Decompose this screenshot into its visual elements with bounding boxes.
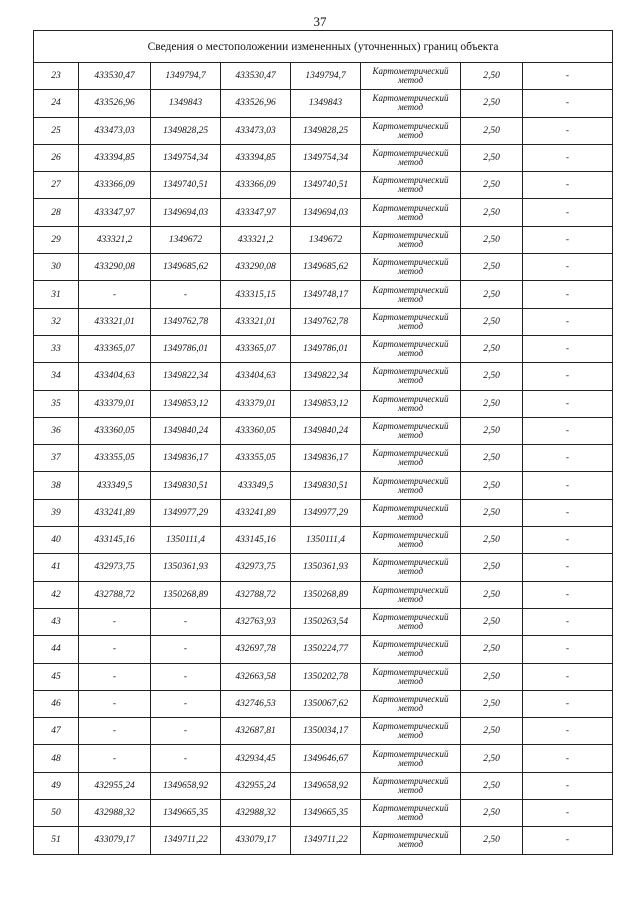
- cell-old-y: -: [151, 745, 221, 772]
- cell-old-y: 1349665,35: [151, 800, 221, 827]
- cell-new-y: 1349840,24: [291, 417, 361, 444]
- cell-new-y: 1349646,67: [291, 745, 361, 772]
- cell-accuracy: 2,50: [461, 554, 523, 581]
- cell-new-y: 1349685,62: [291, 254, 361, 281]
- cell-method: Картометрический метод: [361, 690, 461, 717]
- table-row: [34, 827, 613, 854]
- cell-description: -: [523, 390, 613, 417]
- table-row: [34, 663, 613, 690]
- table-row: [34, 581, 613, 608]
- cell-description: -: [523, 608, 613, 635]
- cell-method: Картометрический метод: [361, 636, 461, 663]
- cell-accuracy: 2,50: [461, 663, 523, 690]
- cell-method: Картометрический метод: [361, 800, 461, 827]
- cell-old-x: 433145,16: [79, 527, 151, 554]
- table-row: [34, 281, 613, 308]
- cell-method: Картометрический метод: [361, 199, 461, 226]
- cell-point-number: 34: [34, 363, 79, 390]
- cell-point-number: 39: [34, 499, 79, 526]
- cell-old-x: -: [79, 745, 151, 772]
- cell-old-y: 1349822,34: [151, 363, 221, 390]
- cell-old-y: 1349740,51: [151, 172, 221, 199]
- cell-accuracy: 2,50: [461, 308, 523, 335]
- cell-new-x: 433366,09: [221, 172, 291, 199]
- cell-point-number: 31: [34, 281, 79, 308]
- cell-new-x: 433145,16: [221, 527, 291, 554]
- cell-accuracy: 2,50: [461, 690, 523, 717]
- cell-description: -: [523, 417, 613, 444]
- cell-accuracy: 2,50: [461, 172, 523, 199]
- cell-description: -: [523, 308, 613, 335]
- table-row: [34, 636, 613, 663]
- cell-point-number: 37: [34, 445, 79, 472]
- cell-accuracy: 2,50: [461, 254, 523, 281]
- cell-old-x: 433355,05: [79, 445, 151, 472]
- cell-point-number: 42: [34, 581, 79, 608]
- cell-new-y: 1349843: [291, 90, 361, 117]
- table-row: [34, 554, 613, 581]
- cell-old-x: 433473,03: [79, 117, 151, 144]
- cell-method: Картометрический метод: [361, 608, 461, 635]
- cell-description: -: [523, 117, 613, 144]
- cell-new-x: 433360,05: [221, 417, 291, 444]
- cell-accuracy: 2,50: [461, 417, 523, 444]
- cell-old-y: 1349711,22: [151, 827, 221, 854]
- cell-accuracy: 2,50: [461, 499, 523, 526]
- cell-description: -: [523, 690, 613, 717]
- cell-point-number: 25: [34, 117, 79, 144]
- cell-old-y: 1349977,29: [151, 499, 221, 526]
- cell-old-y: 1349794,7: [151, 63, 221, 90]
- cell-old-x: -: [79, 636, 151, 663]
- cell-description: -: [523, 90, 613, 117]
- cell-new-y: 1350202,78: [291, 663, 361, 690]
- cell-point-number: 26: [34, 144, 79, 171]
- cell-old-y: 1349836,17: [151, 445, 221, 472]
- cell-new-y: 1350268,89: [291, 581, 361, 608]
- table-row: [34, 499, 613, 526]
- table-row: [34, 745, 613, 772]
- cell-old-y: 1350361,93: [151, 554, 221, 581]
- cell-method: Картометрический метод: [361, 745, 461, 772]
- cell-accuracy: 2,50: [461, 199, 523, 226]
- cell-point-number: 40: [34, 527, 79, 554]
- cell-description: -: [523, 226, 613, 253]
- cell-accuracy: 2,50: [461, 117, 523, 144]
- cell-accuracy: 2,50: [461, 527, 523, 554]
- cell-new-x: 433530,47: [221, 63, 291, 90]
- cell-new-y: 1350067,62: [291, 690, 361, 717]
- cell-new-y: 1350111,4: [291, 527, 361, 554]
- cell-new-y: 1349658,92: [291, 772, 361, 799]
- cell-description: -: [523, 172, 613, 199]
- table-row: [34, 308, 613, 335]
- cell-method: Картометрический метод: [361, 226, 461, 253]
- cell-old-y: 1349754,34: [151, 144, 221, 171]
- cell-old-y: -: [151, 281, 221, 308]
- cell-point-number: 46: [34, 690, 79, 717]
- cell-method: Картометрический метод: [361, 390, 461, 417]
- cell-accuracy: 2,50: [461, 608, 523, 635]
- cell-old-y: 1349672: [151, 226, 221, 253]
- cell-point-number: 43: [34, 608, 79, 635]
- cell-old-y: -: [151, 718, 221, 745]
- cell-new-y: 1350263,54: [291, 608, 361, 635]
- cell-old-x: 433379,01: [79, 390, 151, 417]
- cell-old-y: -: [151, 690, 221, 717]
- cell-new-y: 1349786,01: [291, 335, 361, 362]
- cell-description: -: [523, 445, 613, 472]
- cell-point-number: 44: [34, 636, 79, 663]
- table-row: [34, 226, 613, 253]
- cell-new-x: 433290,08: [221, 254, 291, 281]
- cell-accuracy: 2,50: [461, 226, 523, 253]
- cell-old-x: 433290,08: [79, 254, 151, 281]
- cell-new-y: 1349665,35: [291, 800, 361, 827]
- cell-description: -: [523, 363, 613, 390]
- cell-accuracy: 2,50: [461, 445, 523, 472]
- cell-old-y: 1350268,89: [151, 581, 221, 608]
- cell-old-x: 433365,07: [79, 335, 151, 362]
- table-row: [34, 417, 613, 444]
- cell-description: -: [523, 581, 613, 608]
- cell-new-y: 1349754,34: [291, 144, 361, 171]
- cell-old-y: 1349786,01: [151, 335, 221, 362]
- cell-accuracy: 2,50: [461, 472, 523, 499]
- cell-new-x: 433473,03: [221, 117, 291, 144]
- cell-description: -: [523, 335, 613, 362]
- cell-new-y: 1349740,51: [291, 172, 361, 199]
- cell-old-x: 432973,75: [79, 554, 151, 581]
- cell-old-x: -: [79, 690, 151, 717]
- cell-old-y: -: [151, 608, 221, 635]
- cell-method: Картометрический метод: [361, 499, 461, 526]
- cell-method: Картометрический метод: [361, 281, 461, 308]
- cell-accuracy: 2,50: [461, 390, 523, 417]
- table-row: [34, 90, 613, 117]
- cell-new-x: 433526,96: [221, 90, 291, 117]
- cell-old-x: -: [79, 608, 151, 635]
- cell-old-x: 433526,96: [79, 90, 151, 117]
- cell-old-x: 433404,63: [79, 363, 151, 390]
- cell-description: -: [523, 636, 613, 663]
- cell-description: -: [523, 745, 613, 772]
- cell-old-y: -: [151, 663, 221, 690]
- cell-method: Картометрический метод: [361, 772, 461, 799]
- cell-description: -: [523, 527, 613, 554]
- cell-description: -: [523, 63, 613, 90]
- cell-description: -: [523, 499, 613, 526]
- cell-old-x: 433321,2: [79, 226, 151, 253]
- cell-new-x: 433379,01: [221, 390, 291, 417]
- table-row: [34, 199, 613, 226]
- cell-old-y: 1349828,25: [151, 117, 221, 144]
- cell-point-number: 29: [34, 226, 79, 253]
- table-row: [34, 254, 613, 281]
- cell-description: -: [523, 554, 613, 581]
- cell-new-y: 1350034,17: [291, 718, 361, 745]
- cell-new-y: 1349977,29: [291, 499, 361, 526]
- cell-new-x: 432934,45: [221, 745, 291, 772]
- cell-accuracy: 2,50: [461, 335, 523, 362]
- cell-new-y: 1349694,03: [291, 199, 361, 226]
- table-row: [34, 144, 613, 171]
- cell-description: -: [523, 718, 613, 745]
- cell-new-x: 433321,01: [221, 308, 291, 335]
- cell-new-x: 432763,93: [221, 608, 291, 635]
- cell-new-y: 1349672: [291, 226, 361, 253]
- cell-method: Картометрический метод: [361, 144, 461, 171]
- cell-accuracy: 2,50: [461, 63, 523, 90]
- cell-old-y: 1349830,51: [151, 472, 221, 499]
- cell-new-x: 433394,85: [221, 144, 291, 171]
- cell-old-y: 1349685,62: [151, 254, 221, 281]
- cell-method: Картометрический метод: [361, 363, 461, 390]
- cell-accuracy: 2,50: [461, 636, 523, 663]
- cell-point-number: 41: [34, 554, 79, 581]
- cell-new-y: 1349794,7: [291, 63, 361, 90]
- cell-new-x: 432687,81: [221, 718, 291, 745]
- table-row: [34, 772, 613, 799]
- cell-new-y: 1349748,17: [291, 281, 361, 308]
- cell-old-y: -: [151, 636, 221, 663]
- cell-description: -: [523, 827, 613, 854]
- cell-old-y: 1349840,24: [151, 417, 221, 444]
- table-row: [34, 527, 613, 554]
- cell-new-x: 433315,15: [221, 281, 291, 308]
- table-row: [34, 335, 613, 362]
- cell-new-x: 433321,2: [221, 226, 291, 253]
- cell-method: Картометрический метод: [361, 254, 461, 281]
- cell-old-x: 432788,72: [79, 581, 151, 608]
- cell-new-x: 433241,89: [221, 499, 291, 526]
- cell-new-y: 1350224,77: [291, 636, 361, 663]
- cell-old-x: 433079,17: [79, 827, 151, 854]
- cell-method: Картометрический метод: [361, 172, 461, 199]
- cell-old-x: 433321,01: [79, 308, 151, 335]
- cell-method: Картометрический метод: [361, 718, 461, 745]
- cell-description: -: [523, 254, 613, 281]
- cell-method: Картометрический метод: [361, 554, 461, 581]
- cell-old-x: -: [79, 718, 151, 745]
- cell-method: Картометрический метод: [361, 308, 461, 335]
- cell-method: Картометрический метод: [361, 445, 461, 472]
- table-row: [34, 363, 613, 390]
- table-title-row: [34, 31, 613, 63]
- cell-old-x: 433530,47: [79, 63, 151, 90]
- table-title: Сведения о местоположении измененных (уточненных) границ объекта: [34, 31, 613, 63]
- cell-method: Картометрический метод: [361, 663, 461, 690]
- cell-accuracy: 2,50: [461, 581, 523, 608]
- cell-point-number: 23: [34, 63, 79, 90]
- cell-new-x: 433365,07: [221, 335, 291, 362]
- cell-old-x: -: [79, 663, 151, 690]
- table-row: [34, 63, 613, 90]
- cell-method: Картометрический метод: [361, 417, 461, 444]
- cell-method: Картометрический метод: [361, 63, 461, 90]
- cell-old-x: 433394,85: [79, 144, 151, 171]
- cell-old-x: 433360,05: [79, 417, 151, 444]
- cell-description: -: [523, 772, 613, 799]
- cell-new-x: 433404,63: [221, 363, 291, 390]
- table-row: [34, 718, 613, 745]
- boundary-coordinates-table: [33, 30, 613, 855]
- cell-accuracy: 2,50: [461, 144, 523, 171]
- cell-method: Картометрический метод: [361, 827, 461, 854]
- cell-old-x: 432988,32: [79, 800, 151, 827]
- cell-new-x: 433079,17: [221, 827, 291, 854]
- cell-old-y: 1350111,4: [151, 527, 221, 554]
- cell-point-number: 33: [34, 335, 79, 362]
- cell-point-number: 49: [34, 772, 79, 799]
- cell-old-y: 1349658,92: [151, 772, 221, 799]
- cell-method: Картометрический метод: [361, 581, 461, 608]
- cell-point-number: 28: [34, 199, 79, 226]
- cell-old-y: 1349853,12: [151, 390, 221, 417]
- cell-point-number: 32: [34, 308, 79, 335]
- cell-accuracy: 2,50: [461, 363, 523, 390]
- cell-old-x: 433347,97: [79, 199, 151, 226]
- cell-point-number: 51: [34, 827, 79, 854]
- cell-new-x: 432973,75: [221, 554, 291, 581]
- cell-point-number: 50: [34, 800, 79, 827]
- cell-point-number: 48: [34, 745, 79, 772]
- cell-new-x: 433349,5: [221, 472, 291, 499]
- table-row: [34, 390, 613, 417]
- cell-old-x: 433349,5: [79, 472, 151, 499]
- cell-description: -: [523, 663, 613, 690]
- cell-new-x: 432955,24: [221, 772, 291, 799]
- cell-new-x: 433355,05: [221, 445, 291, 472]
- table-row: [34, 690, 613, 717]
- cell-method: Картометрический метод: [361, 527, 461, 554]
- cell-new-y: 1349711,22: [291, 827, 361, 854]
- table-row: [34, 445, 613, 472]
- cell-new-x: 433347,97: [221, 199, 291, 226]
- cell-old-y: 1349762,78: [151, 308, 221, 335]
- cell-point-number: 27: [34, 172, 79, 199]
- cell-point-number: 30: [34, 254, 79, 281]
- table-row: [34, 117, 613, 144]
- cell-old-x: 433366,09: [79, 172, 151, 199]
- cell-new-y: 1349836,17: [291, 445, 361, 472]
- cell-accuracy: 2,50: [461, 772, 523, 799]
- cell-new-y: 1349762,78: [291, 308, 361, 335]
- table-row: [34, 800, 613, 827]
- cell-method: Картометрический метод: [361, 335, 461, 362]
- cell-new-x: 432788,72: [221, 581, 291, 608]
- cell-accuracy: 2,50: [461, 281, 523, 308]
- cell-method: Картометрический метод: [361, 90, 461, 117]
- cell-point-number: 35: [34, 390, 79, 417]
- page-number: 37: [313, 14, 327, 29]
- cell-old-x: 433241,89: [79, 499, 151, 526]
- cell-point-number: 45: [34, 663, 79, 690]
- cell-new-y: 1349828,25: [291, 117, 361, 144]
- cell-new-x: 432663,58: [221, 663, 291, 690]
- cell-new-x: 432988,32: [221, 800, 291, 827]
- cell-method: Картометрический метод: [361, 117, 461, 144]
- cell-description: -: [523, 199, 613, 226]
- cell-description: -: [523, 144, 613, 171]
- cell-point-number: 47: [34, 718, 79, 745]
- cell-point-number: 38: [34, 472, 79, 499]
- cell-description: -: [523, 472, 613, 499]
- cell-accuracy: 2,50: [461, 800, 523, 827]
- cell-new-y: 1349822,34: [291, 363, 361, 390]
- cell-accuracy: 2,50: [461, 90, 523, 117]
- table-row: [34, 472, 613, 499]
- cell-old-x: 432955,24: [79, 772, 151, 799]
- cell-description: -: [523, 800, 613, 827]
- cell-new-y: 1349830,51: [291, 472, 361, 499]
- cell-description: -: [523, 281, 613, 308]
- cell-accuracy: 2,50: [461, 745, 523, 772]
- cell-old-x: -: [79, 281, 151, 308]
- cell-method: Картометрический метод: [361, 472, 461, 499]
- cell-new-x: 432697,78: [221, 636, 291, 663]
- cell-point-number: 24: [34, 90, 79, 117]
- cell-accuracy: 2,50: [461, 827, 523, 854]
- cell-old-y: 1349694,03: [151, 199, 221, 226]
- cell-new-y: 1350361,93: [291, 554, 361, 581]
- cell-new-y: 1349853,12: [291, 390, 361, 417]
- cell-accuracy: 2,50: [461, 718, 523, 745]
- cell-point-number: 36: [34, 417, 79, 444]
- cell-old-y: 1349843: [151, 90, 221, 117]
- table-row: [34, 608, 613, 635]
- table-row: [34, 172, 613, 199]
- cell-new-x: 432746,53: [221, 690, 291, 717]
